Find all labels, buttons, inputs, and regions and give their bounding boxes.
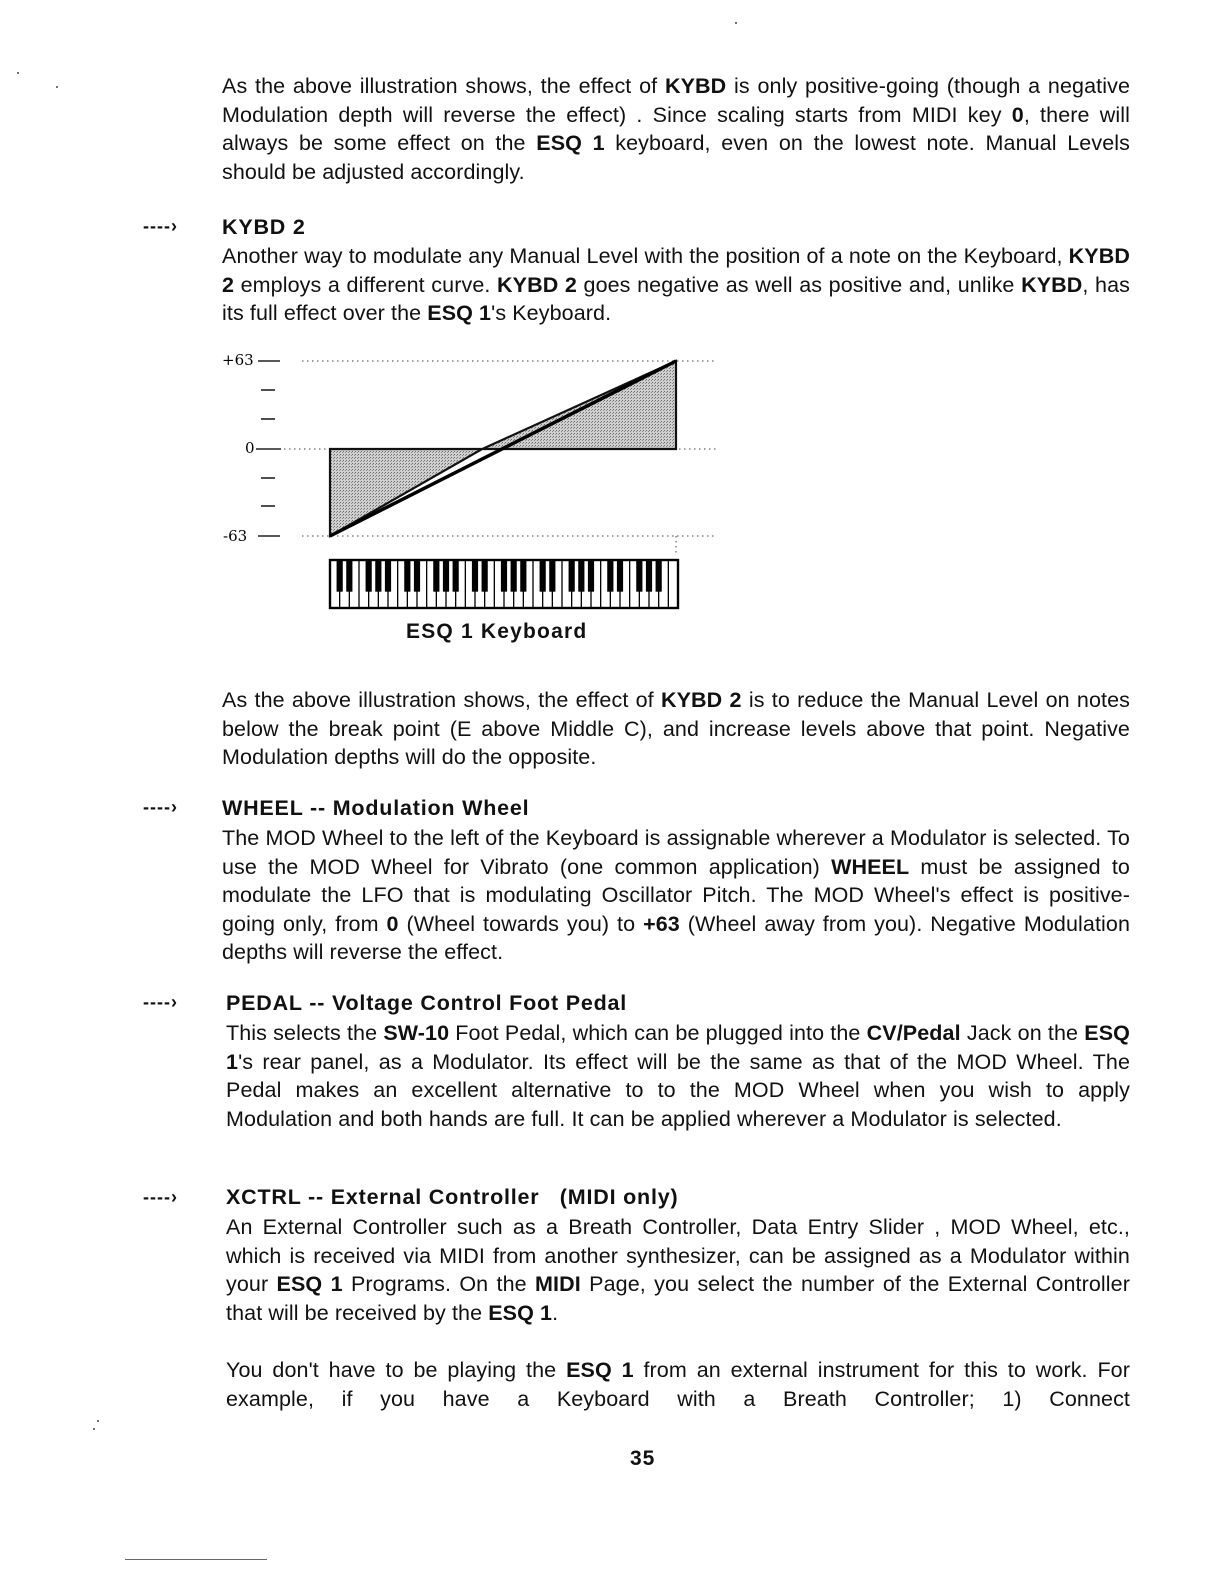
text-run: You don't have to be playing the: [226, 1358, 567, 1382]
diagram-caption: ESQ 1 Keyboard: [406, 620, 588, 643]
axis-ticks: [256, 361, 281, 536]
text-run: Jack on the: [960, 1021, 1085, 1045]
black-key: [549, 560, 555, 592]
axis-label-zero: 0: [245, 439, 255, 457]
kybd2-curve-diagram: [214, 340, 734, 660]
bold-term: 0: [386, 911, 399, 936]
black-key: [443, 560, 449, 592]
arrow-marker: ----›: [143, 992, 178, 1012]
black-key: [482, 560, 488, 592]
black-key: [453, 560, 459, 592]
text-run: goes negative as well as positive and, unlike: [576, 272, 1022, 297]
text-run: keyboard, even on the lowest note. Manual Levels should be adjusted accordingly.: [222, 131, 1130, 184]
bold-term: SW-10: [383, 1021, 450, 1045]
text-run: .: [552, 1300, 559, 1325]
text-run: Page, you select the number of the External Controller that will be received by the: [226, 1272, 1130, 1325]
scan-speck: [56, 86, 58, 88]
paragraph-wheel: [222, 824, 1130, 967]
bold-term: ESQ 1: [536, 131, 605, 156]
bold-term: +63: [643, 911, 680, 936]
text-run: Programs. On the: [342, 1272, 536, 1297]
scan-edge-line: [125, 1559, 267, 1560]
paragraph-pedal: [226, 1019, 1130, 1133]
text-run: from an external instrument for this to work. For example, if you have a Keyboard with a Breath Controller; 1) Connect: [226, 1358, 1130, 1411]
text-run: This selects the: [226, 1021, 384, 1045]
bold-term: ESQ 1: [566, 1358, 634, 1382]
black-key: [375, 560, 381, 592]
axis-label-bottom: -63: [223, 527, 248, 545]
paragraph-xctrl: [226, 1213, 1130, 1327]
text-run: The MOD Wheel to the left of the Keyboard is assignable wherever a Modulator is selected. To use the MOD Wheel for Vibrato (one common application): [222, 826, 1130, 879]
text-run: (Wheel away from you). Negative Modulation depths will reverse the effect.: [222, 911, 1131, 965]
black-key: [540, 560, 546, 592]
black-key: [385, 560, 391, 592]
text-run: As the above illustration shows, the effect of: [222, 74, 665, 98]
scan-speck: [93, 1428, 95, 1430]
black-key: [636, 560, 642, 592]
paragraph-kybd2-effect: [222, 686, 1130, 772]
scan-speck: [17, 72, 19, 74]
scan-speck: [735, 22, 737, 24]
text-run: As the above illustration shows, the effect of: [222, 688, 661, 712]
bold-term: KYBD: [664, 74, 727, 98]
paragraph-kybd-effect: [222, 72, 1130, 186]
bold-term: KYBD 2: [222, 244, 1130, 297]
page-number: 35: [630, 1447, 656, 1470]
black-key: [569, 560, 575, 592]
arrow-marker: ----›: [143, 1187, 178, 1207]
text-run: is to reduce the Manual Level on notes below the break point (E above Middle C), and increase levels above that point. Negative Modulation depths will do the opposite.: [222, 688, 1131, 770]
black-key: [578, 560, 584, 592]
black-key: [472, 560, 478, 592]
black-key: [337, 560, 343, 592]
bold-term: KYBD: [1021, 272, 1083, 297]
text-run: (Wheel towards you) to: [398, 911, 644, 936]
black-key: [346, 560, 352, 592]
black-key: [588, 560, 594, 592]
bold-term: ESQ 1: [488, 1300, 553, 1325]
heading-xctrl: XCTRL -- External Controller (MIDI only): [226, 1185, 679, 1209]
arrow-marker: ----›: [143, 797, 178, 817]
scan-speck: [97, 1420, 99, 1422]
black-key: [617, 560, 623, 592]
black-key: [501, 560, 507, 592]
black-key: [520, 560, 526, 592]
black-key: [607, 560, 613, 592]
arrow-marker: ----›: [143, 216, 178, 236]
bold-term: CV/Pedal: [866, 1021, 961, 1045]
axis-label-top: +63: [222, 351, 254, 369]
text-run: Foot Pedal, which can be plugged into the: [449, 1021, 867, 1045]
black-key: [366, 560, 372, 592]
bold-term: 0: [1011, 102, 1024, 127]
text-run: 's Keyboard.: [491, 301, 612, 326]
text-run: , has its full effect over the: [222, 272, 1130, 326]
heading-kybd2: KYBD 2: [222, 215, 306, 239]
black-key: [433, 560, 439, 592]
text-run: An External Controller such as a Breath Controller, Data Entry Slider , MOD Wheel, etc., which is received via MIDI from another synthesizer, can be assigned as a Modulator within your: [226, 1215, 1130, 1297]
text-run: , there will always be some effect on the: [222, 102, 1130, 156]
bold-term: MIDI: [535, 1272, 581, 1297]
bold-term: KYBD 2: [660, 688, 742, 712]
bold-term: KYBD 2: [497, 272, 577, 297]
black-key: [646, 560, 652, 592]
paragraph-xctrl-example: [226, 1356, 1130, 1413]
text-run: employs a different curve.: [234, 272, 498, 297]
bold-term: ESQ 1: [226, 1021, 1130, 1074]
black-key: [414, 560, 420, 592]
text-run: is only positive-going (though a negative Modulation depth will reverse the effect) . Since scaling starts from MIDI key: [222, 74, 1130, 127]
text-run: 's rear panel, as a Modulator. Its effect will be the same as that of the MOD Wheel. The Pedal makes an excellent alternative to to the MOD Wheel when you wish to apply Modulation and both hands are full. It can be applied wherever a Modulator is selected.: [226, 1049, 1130, 1131]
paragraph-kybd2: [222, 242, 1130, 328]
black-key: [404, 560, 410, 592]
black-key: [511, 560, 517, 592]
text-run: must be assigned to modulate the LFO that is modulating Oscillator Pitch. The MOD Wheel's effect is positive-going only, from: [222, 854, 1130, 936]
bold-term: WHEEL: [831, 854, 910, 879]
text-run: Another way to modulate any Manual Level with the position of a note on the Keyboard,: [222, 244, 1069, 268]
black-key: [656, 560, 662, 592]
heading-wheel: WHEEL -- Modulation Wheel: [222, 796, 530, 820]
bold-term: ESQ 1: [427, 301, 492, 326]
bold-term: ESQ 1: [276, 1272, 343, 1297]
heading-pedal: PEDAL -- Voltage Control Foot Pedal: [226, 991, 628, 1015]
